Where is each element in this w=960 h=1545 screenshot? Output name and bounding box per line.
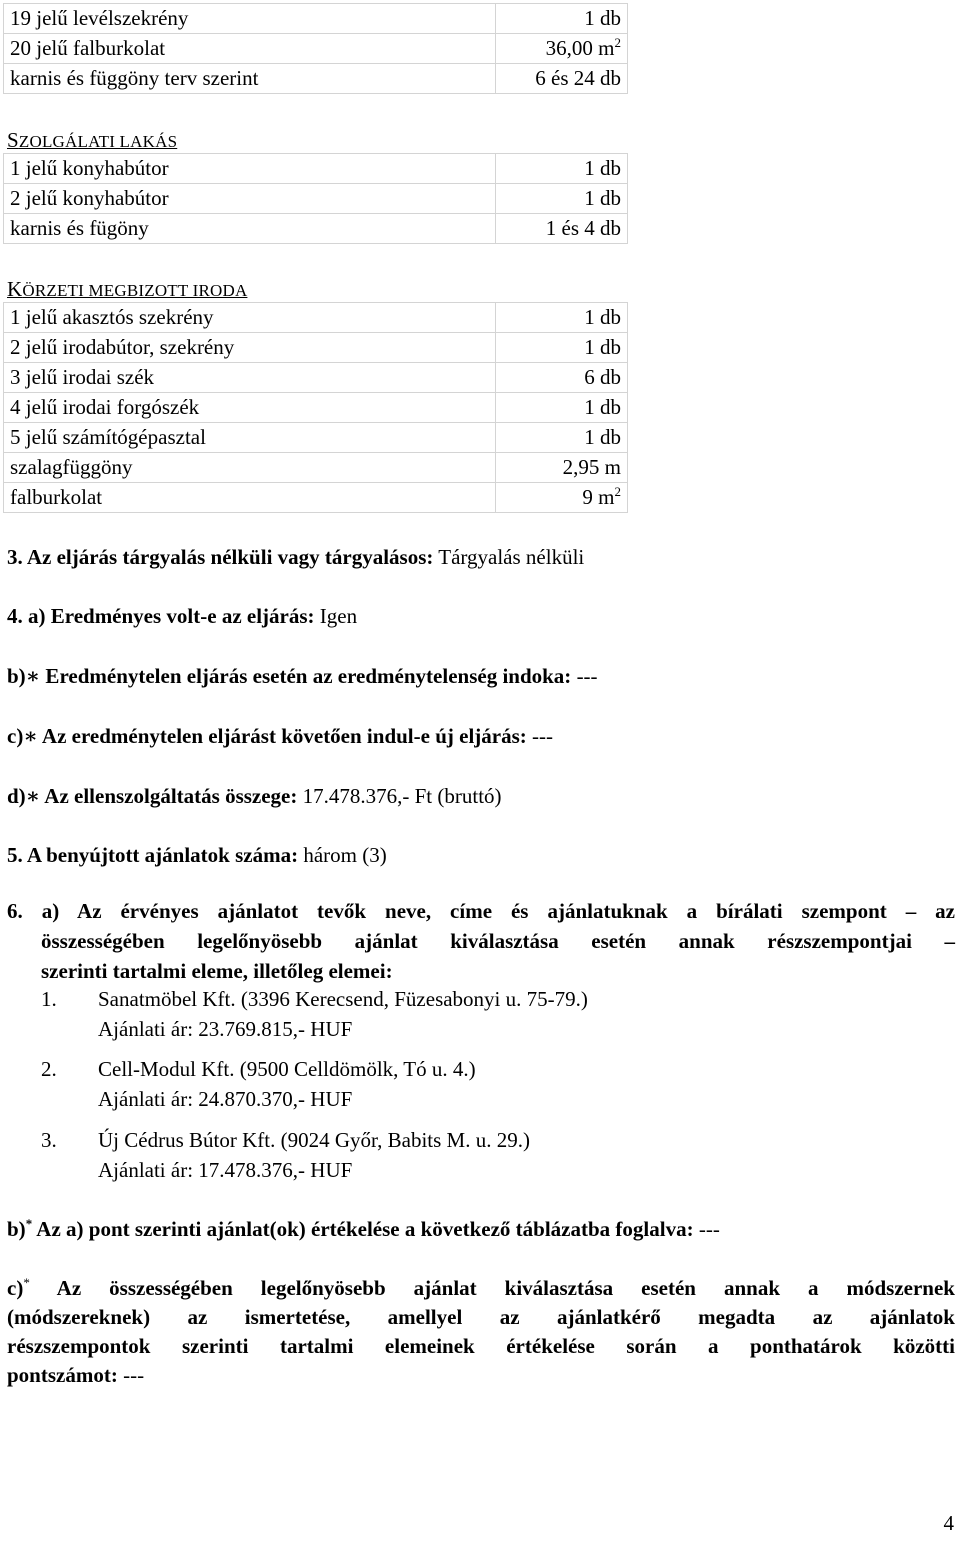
footnote-star: * [23,1275,30,1290]
item-qty: 1 db [496,184,628,214]
list-item [41,1125,530,1185]
items-table-1 [3,3,628,94]
title-initial: S [7,128,19,152]
question-label: összességében legelőnyösebb ajánlat kiválasztása esetén annak részszempontjai – [41,929,955,953]
bidder-number: 3. [41,1128,57,1152]
question-label: szerinti tartalmi eleme, illetőleg elemei: [41,959,393,983]
table-row [4,4,628,34]
title-initial: K [7,277,23,301]
items-table-2 [3,153,628,244]
item-name: karnis és függöny terv szerint [4,64,496,94]
bidder-price: Ajánlati ár: 17.478.376,- HUF [98,1158,353,1182]
question-answer: Tárgyalás nélküli [433,545,585,569]
qty-value: 36,00 m [545,36,615,60]
item-name: 5 jelű számítógépasztal [4,423,496,453]
question-4a [7,601,357,631]
list-item [41,1054,476,1114]
item-qty: 1 db [496,4,628,34]
item-name: 2 jelű konyhabútor [4,184,496,214]
question-label: (módszereknek) az ismertetése, amellyel az ajánlatkérő megadta az ajánlatok [7,1305,955,1329]
bidder-number: 2. [41,1057,57,1081]
item-name: 4 jelű irodai forgószék [4,393,496,423]
table-row [4,34,628,64]
question-4c [7,721,553,751]
question-answer: három (3) [298,843,387,867]
question-6c-line-3 [7,1331,955,1361]
question-6c-line-2 [7,1302,955,1332]
title-rest: ÖRZETI MEGBIZOTT IRODA [22,281,248,300]
question-label: c)∗ Az eredménytelen eljárást követően indul-e új eljárás: [7,724,527,748]
table-row [4,423,628,453]
question-6a-line-3 [7,956,393,986]
question-label: részszempontok szerinti tartalmi elemeinek értékelése során a ponthatárok közötti [7,1334,955,1358]
question-label: b)∗ Eredménytelen eljárás esetén az eredménytelenség indoka: [7,664,572,688]
question-6a-line-2 [7,926,955,956]
question-6b [7,1214,720,1244]
table-row [4,453,628,483]
item-qty: 6 db [496,363,628,393]
qty-value: 9 m [582,485,615,509]
question-answer: --- [117,1363,145,1387]
item-qty: 1 db [496,154,628,184]
item-qty: 1 db [496,393,628,423]
question-answer: --- [693,1217,720,1241]
table-row [4,184,628,214]
bidder-price: Ajánlati ár: 23.769.815,- HUF [98,1017,353,1041]
question-6a-line-1 [7,896,955,926]
title-rest: ZOLGÁLATI LAKÁS [18,132,178,151]
question-label: pontszámot: [7,1363,118,1387]
item-name: 19 jelű levélszekrény [4,4,496,34]
question-answer: --- [526,724,553,748]
page-number: 4 [943,1511,954,1535]
question-6c-line-1 [7,1273,955,1303]
bidder-name: Cell-Modul Kft. (9500 Celldömölk, Tó u. 4.) [98,1057,476,1081]
question-answer: 17.478.376,- Ft (bruttó) [297,784,502,808]
item-name: 20 jelű falburkolat [4,34,496,64]
item-qty [496,34,628,64]
table-row [4,214,628,244]
question-answer: --- [571,664,598,688]
question-6c-line-4 [7,1360,144,1390]
item-name: 1 jelű akasztós szekrény [4,303,496,333]
table-row [4,154,628,184]
table-row [4,303,628,333]
item-qty: 6 és 24 db [496,64,628,94]
item-qty: 1 db [496,423,628,453]
item-qty [496,483,628,513]
item-qty: 1 db [496,333,628,363]
question-label: d)∗ Az ellenszolgáltatás összege: [7,784,298,808]
question-label: 4. a) Eredményes volt-e az eljárás: [7,604,315,628]
table-row [4,64,628,94]
item-name: falburkolat [4,483,496,513]
bidder-name: Új Cédrus Bútor Kft. (9024 Győr, Babits M. u. 29.) [98,1128,530,1152]
question-label: 3. Az eljárás tárgyalás nélküli vagy tárgyalásos: [7,545,434,569]
table-row [4,393,628,423]
question-prefix: c) [7,1276,24,1300]
list-item [41,984,588,1044]
question-label: 5. A benyújtott ajánlatok száma: [7,843,299,867]
bidder-name: Sanatmöbel Kft. (3396 Kerecsend, Füzesabonyi u. 75-79.) [98,987,588,1011]
question-3 [7,542,584,572]
section-title-korzeti-megbizott-iroda [7,278,247,302]
footnote-star: * [25,1216,33,1231]
question-4b [7,661,598,691]
qty-exponent: 2 [614,35,621,50]
item-qty: 1 és 4 db [496,214,628,244]
items-table-3 [3,302,628,513]
question-label: Az a) pont szerinti ajánlat(ok) értékelése a következő táblázatba foglalva: [32,1217,694,1241]
question-answer: Igen [314,604,358,628]
table-row [4,363,628,393]
section-title-szolgalati-lakas [7,129,177,153]
question-prefix: b) [7,1217,26,1241]
item-name: 3 jelű irodai szék [4,363,496,393]
bidder-number: 1. [41,987,57,1011]
bidder-price: Ajánlati ár: 24.870.370,- HUF [98,1087,353,1111]
table-row [4,483,628,513]
question-label: Az összességében legelőnyösebb ajánlat kiválasztása esetén annak a módszernek [29,1276,955,1300]
qty-exponent: 2 [614,484,621,499]
question-5 [7,840,387,870]
item-qty: 1 db [496,303,628,333]
question-4d [7,781,502,811]
item-name: szalagfüggöny [4,453,496,483]
question-label: 6. a) Az érvényes ajánlatot tevők neve, címe és ajánlatuknak a bírálati szempont – az [7,899,955,923]
item-qty: 2,95 m [496,453,628,483]
item-name: 1 jelű konyhabútor [4,154,496,184]
item-name: karnis és fügöny [4,214,496,244]
table-row [4,333,628,363]
item-name: 2 jelű irodabútor, szekrény [4,333,496,363]
